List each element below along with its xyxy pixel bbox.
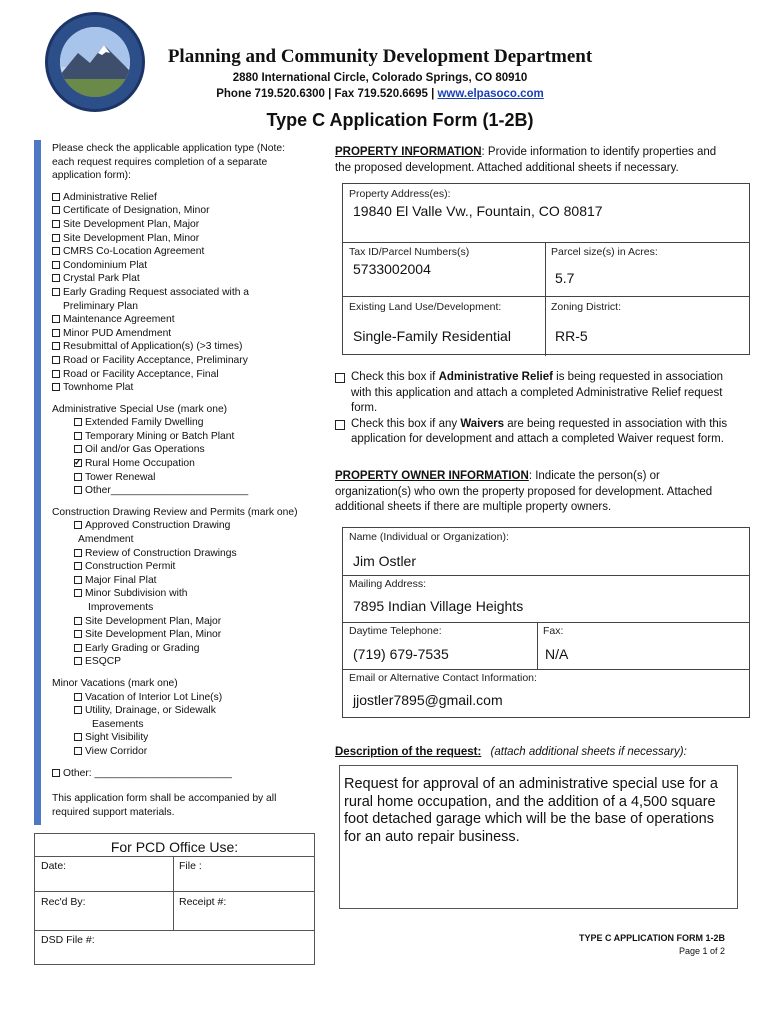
property-info-intro: PROPERTY INFORMATION: Provide information to identify properties and the proposed development. Attached additional sheets if necessary.: [335, 146, 717, 174]
checkbox[interactable]: [52, 342, 60, 350]
tax-id-field[interactable]: 5733002004: [353, 261, 431, 277]
department-title: Planning and Community Development Department: [167, 46, 593, 67]
minor-vacations-heading: Minor Vacations (mark one): [52, 677, 178, 689]
construction-item[interactable]: Approved Construction Drawing: [52, 519, 314, 533]
type-item[interactable]: Administrative Relief: [52, 191, 314, 205]
description-note: (attach additional sheets if necessary):: [490, 746, 687, 758]
checked-checkbox[interactable]: [74, 459, 82, 467]
checkbox[interactable]: [74, 418, 82, 426]
checkbox[interactable]: [52, 274, 60, 282]
tax-id-label: Tax ID/Parcel Numbers(s): [349, 246, 470, 258]
type-item[interactable]: Minor PUD Amendment: [52, 327, 314, 341]
footer-page-number: Page 1 of 2: [678, 946, 725, 956]
checkbox[interactable]: [74, 473, 82, 481]
checkbox[interactable]: [52, 383, 60, 391]
contact-line: [150, 86, 610, 102]
type-item[interactable]: Maintenance Agreement: [52, 313, 314, 327]
checkbox[interactable]: [74, 733, 82, 741]
type-item[interactable]: Site Development Plan, Minor: [52, 232, 314, 246]
special-use-item[interactable]: Other________________________: [52, 484, 314, 498]
special-use-item[interactable]: Oil and/or Gas Operations: [52, 443, 314, 457]
parcel-size-field[interactable]: 5.7: [555, 270, 575, 286]
type-item[interactable]: Certificate of Designation, Minor: [52, 204, 314, 218]
owner-name-label: Name (Individual or Organization):: [349, 531, 509, 543]
recd-by-label: Rec'd By:: [41, 896, 86, 908]
type-item[interactable]: Condominium Plat: [52, 259, 314, 273]
checkbox[interactable]: [52, 329, 60, 337]
checkbox[interactable]: [74, 486, 82, 494]
admin-relief-check[interactable]: Check this box if Administrative Relief is being requested in association with this application and attach a completed Administrative Relief request form. Check this box if any Waivers are being requested in association with this application for development and attach a completed Waiver request form.: [335, 370, 735, 448]
vacation-item-continuation: Easements: [92, 718, 144, 730]
type-item-continuation: Preliminary Plan: [63, 300, 138, 312]
construction-item[interactable]: Site Development Plan, Major: [52, 615, 314, 629]
file-label: File :: [179, 860, 202, 872]
checkbox[interactable]: [52, 315, 60, 323]
checkbox[interactable]: [74, 693, 82, 701]
type-item[interactable]: Site Development Plan, Major: [52, 218, 314, 232]
special-use-item[interactable]: Extended Family Dwelling: [52, 416, 314, 430]
checkbox[interactable]: [74, 657, 82, 665]
parcel-size-label: Parcel size(s) in Acres:: [551, 246, 658, 258]
website-link[interactable]: www.elpasoco.com: [437, 88, 544, 100]
page-footer: [560, 932, 725, 958]
type-item[interactable]: CMRS Co-Location Agreement: [52, 245, 314, 259]
phone-fax: Phone 719.520.6300 | Fax 719.520.6695 |: [216, 88, 438, 100]
checkbox[interactable]: [52, 370, 60, 378]
construction-item-continuation: Amendment: [78, 534, 134, 546]
checkbox[interactable]: [74, 521, 82, 529]
checkbox[interactable]: [52, 288, 60, 296]
checkbox[interactable]: [52, 206, 60, 214]
department-address-block: [150, 70, 610, 102]
property-info-table: [342, 183, 750, 355]
land-use-field[interactable]: Single-Family Residential: [353, 328, 511, 344]
owner-info-intro: PROPERTY OWNER INFORMATION: Indicate the person(s) or organization(s) who own the property proposed for development. Attached additional sheets if there are multiple property owners.: [335, 470, 713, 513]
support-materials-note: This application form shall be accompanied by all required support materials.: [52, 793, 277, 818]
date-label: Date:: [41, 860, 67, 872]
zoning-field[interactable]: RR-5: [555, 328, 588, 344]
checkbox[interactable]: [74, 747, 82, 755]
description-field[interactable]: Request for approval of an administrative special use for a rural home occupation, and the addition of a 4,500 square foot detached garage which will be the base of operations for an auto repair business.: [339, 765, 738, 909]
county-seal: [45, 12, 145, 112]
footer-form-name: TYPE C APPLICATION FORM 1-2B: [578, 933, 725, 943]
construction-item[interactable]: Review of Construction Drawings: [52, 547, 314, 561]
special-use-item-checked[interactable]: ✓Rural Home Occupation: [52, 457, 314, 471]
waiver-checkbox[interactable]: [335, 420, 345, 430]
vacation-item[interactable]: Sight Visibility: [52, 731, 314, 745]
waiver-check[interactable]: Check this box if any Waivers are being requested in association with this application for development and attach a completed Waiver request form.: [335, 417, 735, 448]
land-use-label: Existing Land Use/Development:: [349, 301, 502, 313]
daytime-phone-field[interactable]: (719) 679-7535: [353, 646, 449, 662]
mailing-address-label: Mailing Address:: [349, 578, 427, 590]
checkbox[interactable]: [52, 193, 60, 201]
property-info-heading: PROPERTY INFORMATION: [335, 146, 482, 158]
vacation-item[interactable]: Utility, Drainage, or Sidewalk: [52, 704, 314, 718]
type-item[interactable]: Road or Facility Acceptance, Preliminary: [52, 354, 314, 368]
application-type-column: [52, 142, 314, 819]
mailing-address-field[interactable]: 7895 Indian Village Heights: [353, 598, 524, 614]
type-item[interactable]: Early Grading Request associated with a: [52, 286, 314, 300]
vacation-item[interactable]: View Corridor: [52, 745, 314, 759]
zoning-label: Zoning District:: [551, 301, 622, 313]
other-item[interactable]: Other: ________________________: [52, 767, 314, 781]
receipt-label: Receipt #:: [179, 896, 227, 908]
property-address-field[interactable]: 19840 El Valle Vw., Fountain, CO 80817: [353, 203, 603, 219]
fax-label: Fax:: [543, 625, 564, 637]
email-field[interactable]: jjostler7895@gmail.com: [353, 692, 503, 708]
construction-item[interactable]: Site Development Plan, Minor: [52, 628, 314, 642]
form-title: Type C Application Form (1-2B): [266, 110, 534, 130]
property-address-label: Property Address(es):: [349, 188, 451, 200]
office-use-box: [34, 833, 315, 965]
construction-item[interactable]: Early Grading or Grading: [52, 642, 314, 656]
checkbox[interactable]: [74, 589, 82, 597]
checkbox[interactable]: [52, 220, 60, 228]
checkbox[interactable]: [74, 445, 82, 453]
checkbox[interactable]: [52, 261, 60, 269]
construction-item-continuation: Improvements: [88, 602, 154, 613]
type-item[interactable]: Crystal Park Plat: [52, 272, 314, 286]
construction-item[interactable]: ESQCP: [52, 655, 314, 669]
owner-info-table: [342, 527, 750, 718]
sidebar-bar: [34, 140, 41, 825]
office-use-title: For PCD Office Use:: [35, 834, 314, 857]
checkbox[interactable]: [74, 617, 82, 625]
checkbox[interactable]: [52, 234, 60, 242]
checkbox[interactable]: [74, 576, 82, 584]
address-line: 2880 International Circle, Colorado Springs, CO 80910: [232, 72, 528, 84]
type-item[interactable]: Road or Facility Acceptance, Final: [52, 368, 314, 382]
fax-field[interactable]: N/A: [545, 646, 569, 662]
checkbox[interactable]: [74, 630, 82, 638]
admin-special-use-heading: Administrative Special Use (mark one): [52, 403, 228, 415]
checkbox[interactable]: [74, 549, 82, 557]
daytime-phone-label: Daytime Telephone:: [349, 625, 442, 637]
owner-name-field[interactable]: Jim Ostler: [353, 553, 416, 569]
checkbox[interactable]: [52, 247, 60, 255]
special-use-item[interactable]: Temporary Mining or Batch Plant: [52, 430, 314, 444]
checkbox[interactable]: [74, 706, 82, 714]
vacation-item[interactable]: Vacation of Interior Lot Line(s): [52, 691, 314, 705]
description-heading: Description of the request:: [335, 746, 482, 758]
checkbox[interactable]: [52, 356, 60, 364]
seal-mountain-image: [60, 27, 130, 97]
type-item[interactable]: Resubmittal of Application(s) (>3 times): [52, 340, 314, 354]
email-label: Email or Alternative Contact Information:: [349, 672, 537, 684]
type-item[interactable]: Townhome Plat: [52, 381, 314, 395]
construction-item[interactable]: Minor Subdivision with: [52, 587, 314, 601]
description-heading-row: [335, 746, 755, 758]
checkbox[interactable]: [74, 644, 82, 652]
application-type-intro: Please check the applicable application type (Note: each request requires completion of a separate application form):: [52, 143, 285, 182]
admin-relief-checkbox[interactable]: [335, 373, 345, 383]
owner-info-heading: PROPERTY OWNER INFORMATION: [335, 470, 529, 482]
construction-heading: Construction Drawing Review and Permits (mark one): [52, 506, 298, 518]
construction-item[interactable]: Major Final Plat: [52, 574, 314, 588]
construction-item[interactable]: Construction Permit: [52, 560, 314, 574]
checkbox[interactable]: [52, 769, 60, 777]
dsd-file-label: DSD File #:: [41, 934, 95, 946]
checkbox[interactable]: [74, 432, 82, 440]
special-use-item[interactable]: Tower Renewal: [52, 471, 314, 485]
checkbox[interactable]: [74, 562, 82, 570]
